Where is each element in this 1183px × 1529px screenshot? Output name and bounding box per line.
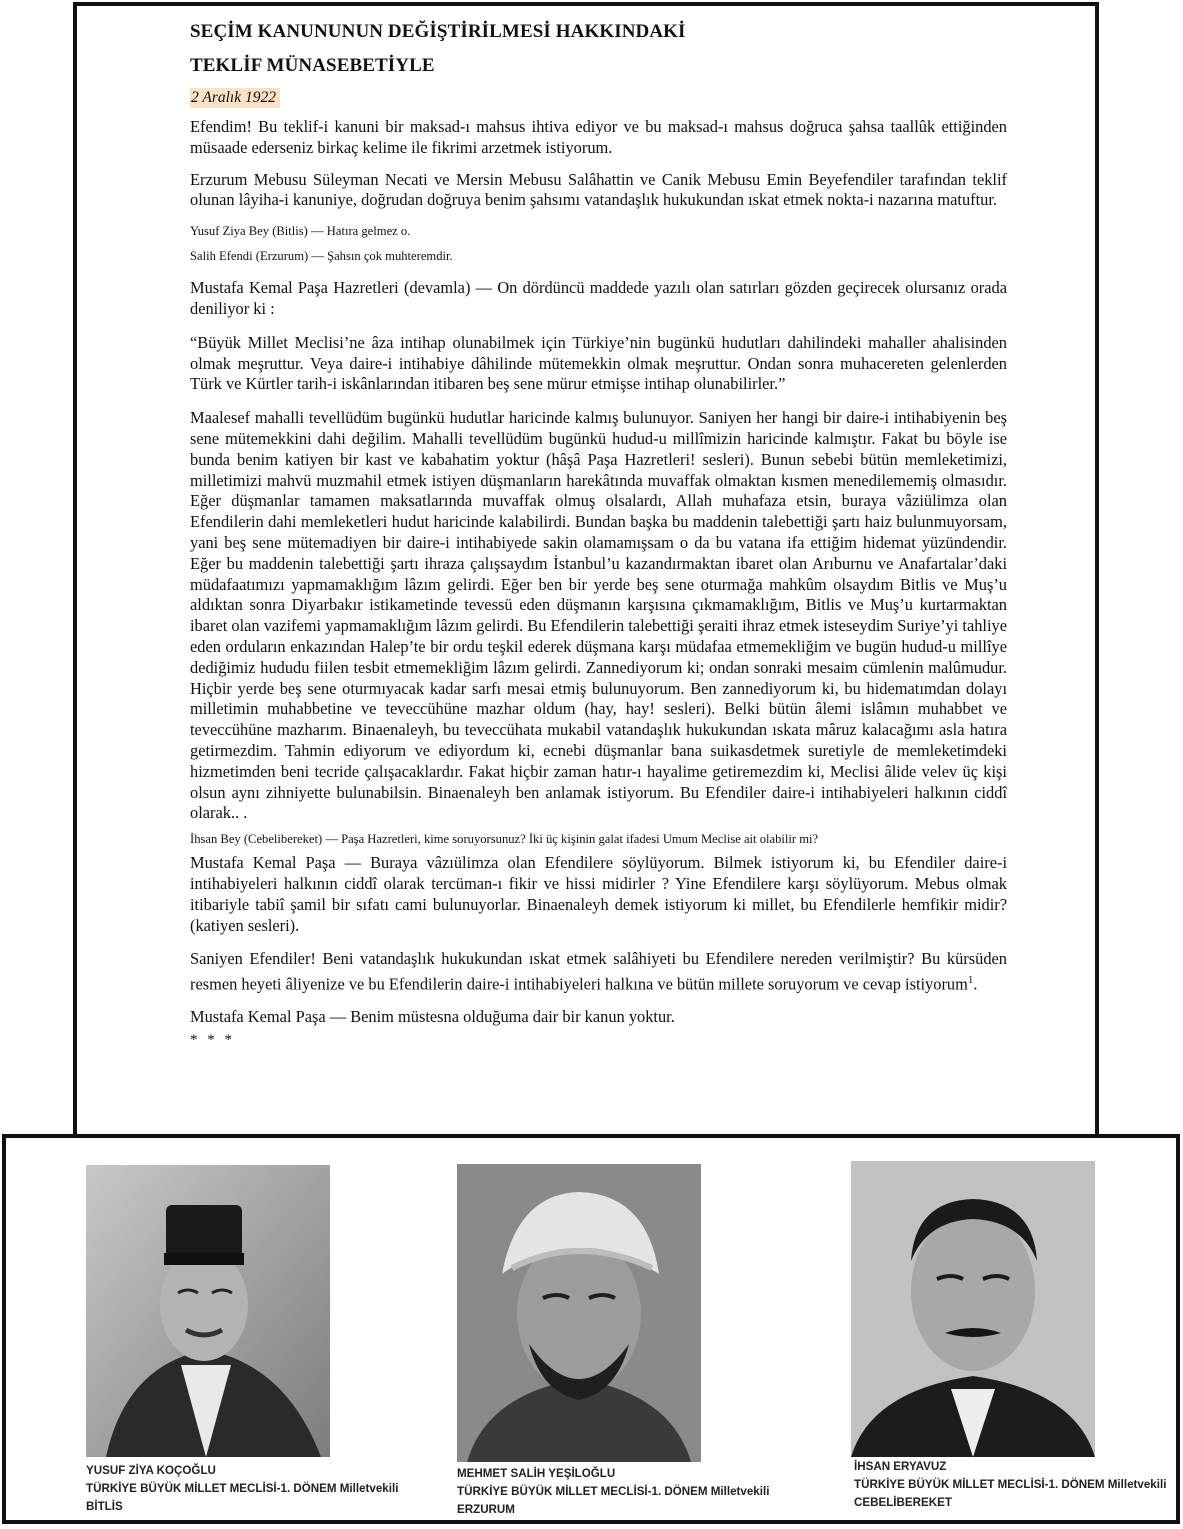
portrait-name-2: MEHMET SALİH YEŞİLOĞLU	[457, 1467, 616, 1480]
portrait-role-3: TÜRKİYE BÜYÜK MİLLET MECLİSİ-1. DÖNEM Milletvekili	[854, 1478, 1167, 1491]
paragraph-mustafa-kemal-2: Mustafa Kemal Paşa — Buraya vâzıülimza olan Efendilere söylüyorum. Bilmek istiyorum ki, bu Efendiler daire-i intihabiyeleri halkının ciddî olarak tercüman-ı fikir ve hissi midirler ? Yine Efendilere karşı söylüyorum. Mebus olmak itibariyle tabiî şamil bir sıfatı cami bulunuyorlar. Binaenaleyh demek istiyorum ki millet, bu Efendilerle hemfikir midir? (katiyen sesleri).	[190, 853, 1007, 935]
portraits-frame	[2, 1134, 1180, 1524]
portrait-role-2: TÜRKİYE BÜYÜK MİLLET MECLİSİ-1. DÖNEM Milletvekili	[457, 1485, 770, 1498]
portrait-role-1: TÜRKİYE BÜYÜK MİLLET MECLİSİ-1. DÖNEM Milletvekili	[86, 1482, 399, 1495]
portrait-place-1: BİTLİS	[86, 1500, 123, 1513]
portrait-name-1: YUSUF ZİYA KOÇOĞLU	[86, 1464, 216, 1477]
portrait-photo-turban	[457, 1164, 701, 1462]
portrait-name-3: İHSAN ERYAVUZ	[854, 1460, 947, 1473]
portrait-caption-3	[854, 1458, 1166, 1512]
document-title-line-1: SEÇİM KANUNUNUN DEĞİŞTİRİLMESİ HAKKINDAKİ	[190, 21, 686, 42]
interjection-salih-efendi: Salih Efendi (Erzurum) — Şahsın çok muhteremdir.	[190, 249, 453, 264]
document-date: 2 Aralık 1922	[190, 88, 280, 108]
interjection-yusuf-ziya: Yusuf Ziya Bey (Bitlis) — Hatıra gelmez o.	[190, 224, 411, 239]
paragraph-closing: Mustafa Kemal Paşa — Benim müstesna olduğuma dair bir kanun yoktur.	[190, 1007, 675, 1027]
portrait-caption-1	[86, 1462, 398, 1516]
paragraph-1	[190, 117, 1007, 159]
portrait-photo-fez	[86, 1165, 330, 1457]
paragraph-mustafa-kemal-1: Mustafa Kemal Paşa Hazretleri (devamla) — On dördüncü maddede yazılı olan satırları gözden geçirecek olursanız orada deniliyor ki :	[190, 278, 1007, 318]
paragraph-saniyen: Saniyen Efendiler! Beni vatandaşlık hukukundan ıskat etmek salâhiyeti bu Efendilere nereden verilmiştir? Bu kürsüden resmen heyeti âliyenize ve bu Efendilerin daire-i intihabiyeleri halkına ve bütün millete soruyorum ve cevap istiyorum$^1$.	[190, 949, 1007, 994]
document-date-row	[190, 82, 1007, 108]
quoted-article: “Büyük Millet Meclisi’ne âza intihap olunabilmek için Türkiye’nin bugünkü hudutları dahilindeki mahaller ahalisinden olmak meşruttur. Veya daire-i intihabiye dâhilinde mütemekkin olmak meşruttur. Ondan sonra muhacereten gelenlerden Türk ve Kürtler tarih-i iskânlarından itibaren beş sene mürur etmişse intihap olunabilirler.”	[190, 332, 1007, 394]
paragraph-main-speech: Maalesef mahalli tevellüdüm bugünkü hudutlar haricinde kalmış bulunuyor. Saniyen her hangi bir daire-i intihabiyenin beş sene mütemekkini dahi değilim. Mahalli tevellüdüm bugünkü hudud-u millîmizin haricinde kalmıştır. Fakat bu böyle ise bunda benim katiyen bir kast ve kabahatim yoktur (hâşâ Paşa Hazretleri! sesleri). Bunun sebebi bütün memleketimizi, milletimizi mahvü muzmahil etmek istiyen düşmanların harekâtında muvaffak olmaktan kısmen menedilememiş olmasıdır. Eğer düşmanlar tamamen maksatlarında muvaffak olmuş olsalardı, Allah muhafaza etsin, buraya vâziülimza olan Efendilerin dahi memleketleri hudut haricinde kalabilirdi. Bundan başka bu maddenin talebettiği şartı haiz bulunmuyorsam, yani beş sene mütemadiyen bir daire-i intihabiyede sakin olamamışsam o da bu vatana ifa ettiğim hidemat yüzündendir. Eğer bu maddenin talebettiği şartı ihraza çalışsaydım İstanbul’u kazandırmaktan ibaret olan Arıburnu ve Anafartalar’daki müdafaatımızı yapmamaklığım lâzım gelirdi. Eğer ben bir yerde beş sene oturmağa mahkûm olsaydım Bitlis ve Muş’u aldıktan sonra Diyarbakır istikametinde tevessü eden düşmanın karşısına çıkmamaklığım, Bitlis ve Muş’u kurtarmaktan ibaret olan vazifemi yapmamaklığım lâzım gelirdi. Bu Efendilerin talebettiği şeraiti ihraz etmek isteseydim Suriye’yi tahliye eden orduların enkazından Halep’te bir ordu teşkil ederek düşmana karşı müdafaa etmemekliğim ve bugün hudud-u millîye dediğimiz hududu fiilen tesbit etmemekliğim lâzım gelirdi. Zannediyorum ki; ondan sonraki mesaim cümlenin malûmudur. Hiçbir yerde beş sene oturmıyacak kadar sarfı mesai etmiş bulunuyorum. Ben zannediyorum ki, bu hidematımdan dolayı milletimin muhabbetine ve teveccühüne mazhar oldum (hay, hay! sesleri). Belki bütün âlemi islâmın muhabbet ve teveccühüne mazharım. Binaenaleyh, bu teveccühata mukabil vatandaşlık hukukundan ıskata mâruz kalacağımı asla hatıra getirmezdim. Tahmin ediyorum ve ediyordum ki, ecnebi düşmanlar bana suikasdetmek suretiyle de memleketimdeki hizmetimden beni tecride çalışacaklardır. Fakat hiçbir zaman hatır-ı hayalime getiremezdim ki, Meclisi âlide velev üç kişi olsun aynı zihniyette bulunabilsin. Binaenaleyh ben anlamak istiyorum. Bu Efendiler daire-i intihabiyeleri halkının ciddî olarak.. .	[190, 408, 1007, 823]
speech-document	[190, 14, 1007, 1049]
portrait-place-2: ERZURUM	[457, 1503, 515, 1516]
document-title-line-2: TEKLİF MÜNASEBETİYLE	[190, 55, 435, 76]
section-separator: * * *	[190, 1032, 235, 1049]
portrait-photo-bareheaded	[851, 1161, 1095, 1457]
paragraph-1-text: Efendim! Bu teklif-i kanuni bir maksad-ı mahsus ihtiva ediyor ve bu maksad-ı mahsus doğruca şahsa taallûk ettiğinden müsaade ederseniz birkaç kelime ile fikrimi arzetmek istiyorum.	[190, 117, 1007, 157]
interjection-ihsan-bey: İhsan Bey (Cebelibereket) — Paşa Hazretleri, kime soruyorsunuz? İki üç kişinin galat ifadesi Umum Meclise ait olabilir mi?	[190, 832, 819, 847]
portrait-place-3: CEBELİBEREKET	[854, 1496, 952, 1509]
paragraph-2	[190, 170, 1007, 212]
paragraph-saniyen-text: Saniyen Efendiler! Beni vatandaşlık hukukundan ıskat etmek salâhiyeti bu Efendilere nereden verilmiştir? Bu kürsüden resmen heyeti âliyenize ve bu Efendilerin daire-i intihabiyeleri halkına ve bütün millete soruyorum ve cevap istiyorum	[190, 949, 1007, 994]
portrait-caption-2	[457, 1465, 769, 1519]
footnote-marker: 1	[967, 974, 974, 987]
paragraph-2-text: Erzurum Mebusu Süleyman Necati ve Mersin Mebusu Salâhattin ve Canik Mebusu Emin Beyefendiler tarafından teklif olunan lâyiha-i kanuniye, doğrudan doğruya benim şahsımı vatandaşlık hukukundan ıskat etmek nokta-i nazarına matuftur.	[190, 169, 1007, 210]
